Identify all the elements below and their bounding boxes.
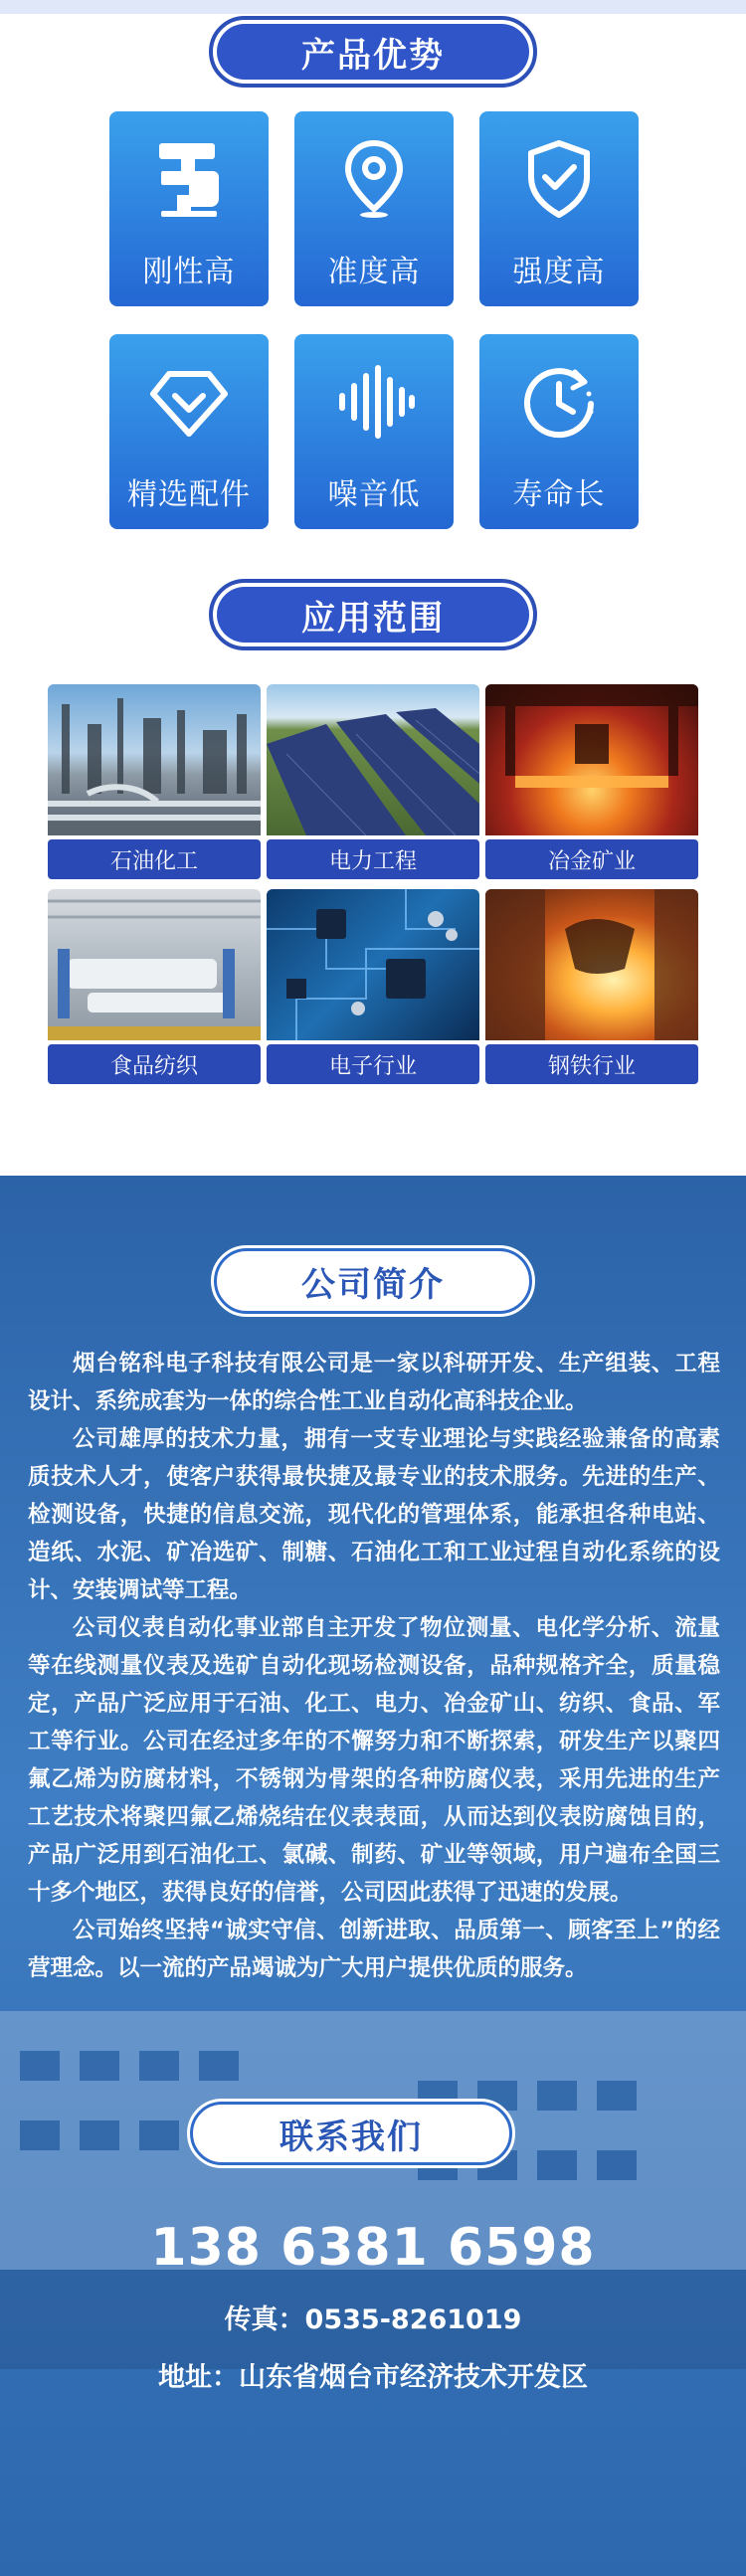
advantages-title: 产品优势 (217, 24, 529, 80)
advantage-label: 准度高 (327, 255, 421, 289)
advantages-grid (109, 111, 639, 529)
applications-title: 应用范围 (217, 587, 529, 643)
contact-fax: 传真：0535-8261019 (224, 2304, 522, 2335)
molten-steel-image (485, 889, 698, 1040)
textile-factory-image (48, 889, 261, 1040)
application-label: 电子行业 (267, 1044, 479, 1084)
advantage-card-noise (294, 334, 454, 529)
diamond-icon (147, 360, 231, 444)
top-strip (0, 0, 746, 14)
location-pin-icon (332, 137, 416, 221)
shield-check-icon (517, 137, 601, 221)
rigidity-icon (147, 137, 231, 221)
advantage-card-lifespan (479, 334, 639, 529)
advantage-card-strength (479, 111, 639, 306)
application-electronics (267, 889, 479, 1084)
company-description (28, 1345, 720, 1987)
contact-title-pill (187, 2099, 515, 2168)
application-steel (485, 889, 698, 1084)
company-paragraph: 公司始终坚持“诚实守信、创新进取、品质第一、顾客至上”的经营理念。以一流的产品竭诚为广大用户提供优质的服务。 (28, 1918, 720, 1981)
advantage-label: 刚性高 (142, 255, 236, 289)
application-power (267, 684, 479, 879)
applications-grid (48, 684, 698, 1084)
application-petrochemical (48, 684, 261, 879)
sound-wave-icon (332, 360, 416, 444)
application-label: 石油化工 (48, 839, 261, 879)
advantage-card-accessories (109, 334, 269, 529)
advantage-card-rigidity (109, 111, 269, 306)
company-paragraph: 烟台铭科电子科技有限公司是一家以科研开发、生产组装、工程设计、系统成套为一体的综合性工业自动化高科技企业。 (28, 1351, 720, 1414)
company-paragraph: 公司仪表自动化事业部自主开发了物位测量、电化学分析、流量等在线测量仪表及选矿自动化现场检测设备，品种规格齐全，质量稳定，产品广泛应用于石油、化工、电力、冶金矿山、纺织、食品、军工等行业。公司在经过多年的不懈努力和不断探索，研发生产以聚四氟乙烯为防腐材料，不锈钢为骨架的各种防腐仪表，采用先进的生产工艺技术将聚四氟乙烯烧结在仪表表面，从而达到仪表防腐蚀目的，产品广泛用到石油化工、氯碱、制药、矿业等领域，用户遍布全国三十多个地区，获得良好的信誉，公司因此获得了迅速的发展。 (28, 1615, 720, 1906)
advantage-label: 寿命长 (512, 477, 606, 512)
application-textile (48, 889, 261, 1084)
contact-title: 联系我们 (190, 2102, 512, 2165)
company-section (0, 1176, 746, 2576)
contact-address: 地址：山东省烟台市经济技术开发区 (158, 2362, 588, 2393)
clock-refresh-icon (517, 360, 601, 444)
advantage-label: 噪音低 (327, 477, 421, 512)
applications-title-pill (209, 579, 537, 650)
company-paragraph: 公司雄厚的技术力量，拥有一支专业理论与实践经验兼备的高素质技术人才，使客户获得最快捷及最专业的技术服务。先进的生产、检测设备，快捷的信息交流，现代化的管理体系，能承担各种电站、造纸、水泥、矿冶选矿、制糖、石油化工和工业过程自动化系统的设计、安装调试等工程。 (28, 1426, 720, 1603)
solar-panels-image (267, 684, 479, 835)
company-title: 公司简介 (214, 1248, 532, 1314)
advantage-label: 精选配件 (127, 477, 251, 512)
advantage-card-accuracy (294, 111, 454, 306)
application-label: 食品纺织 (48, 1044, 261, 1084)
advantage-label: 强度高 (512, 255, 606, 289)
application-label: 电力工程 (267, 839, 479, 879)
steel-mill-image (485, 684, 698, 835)
contact-phone[interactable]: 138 6381 6598 (150, 2218, 596, 2278)
refinery-image (48, 684, 261, 835)
application-label: 冶金矿业 (485, 839, 698, 879)
application-metallurgy (485, 684, 698, 879)
circuit-board-image (267, 889, 479, 1040)
company-title-pill (211, 1245, 535, 1317)
advantages-title-pill (209, 16, 537, 88)
application-label: 钢铁行业 (485, 1044, 698, 1084)
